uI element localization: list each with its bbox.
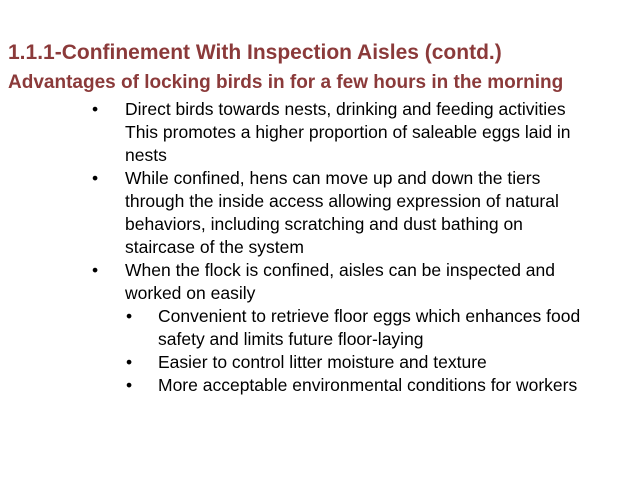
bullet-text-line: This promotes a higher proportion of saleable eggs laid in — [125, 122, 571, 142]
bullet-text-line: Direct birds towards nests, drinking and feeding activities — [125, 99, 566, 119]
bullet-text-line: When the flock is confined, aisles can be inspected and — [125, 260, 555, 280]
bullet-list — [0, 98, 640, 397]
slide-title: 1.1.1-Confinement With Inspection Aisles (contd.) — [8, 41, 502, 64]
bullet-marker: • — [92, 260, 99, 280]
bullet-marker: • — [92, 99, 99, 119]
bullet-text-line: behaviors, including scratching and dust bathing on — [125, 214, 523, 234]
slide-subtitle: Advantages of locking birds in for a few hours in the morning — [8, 72, 564, 93]
bullet-item — [0, 259, 630, 305]
sub-bullet-marker: • — [126, 375, 133, 395]
sub-bullet-marker: • — [126, 306, 133, 326]
sub-bullet-item — [0, 374, 638, 397]
sub-bullet-text-line: safety and limits future floor-laying — [158, 329, 424, 349]
sub-bullet-item — [0, 305, 638, 351]
sub-bullet-item — [0, 351, 638, 374]
bullet-item — [0, 167, 630, 259]
sub-bullet-marker: • — [126, 352, 133, 372]
bullet-text-line: While confined, hens can move up and down the tiers — [125, 168, 541, 188]
bullet-item — [0, 98, 630, 167]
bullet-text-line: through the inside access allowing expression of natural — [125, 191, 559, 211]
sub-bullet-text-line: Convenient to retrieve floor eggs which enhances food — [158, 306, 581, 326]
bullet-text-line: worked on easily — [125, 283, 256, 303]
sub-bullet-text-line: More acceptable environmental conditions for workers — [158, 375, 578, 395]
bullet-marker: • — [92, 168, 99, 188]
bullet-text-line: nests — [125, 145, 167, 165]
sub-bullet-text-line: Easier to control litter moisture and texture — [158, 352, 487, 372]
bullet-text-line: staircase of the system — [125, 237, 304, 257]
